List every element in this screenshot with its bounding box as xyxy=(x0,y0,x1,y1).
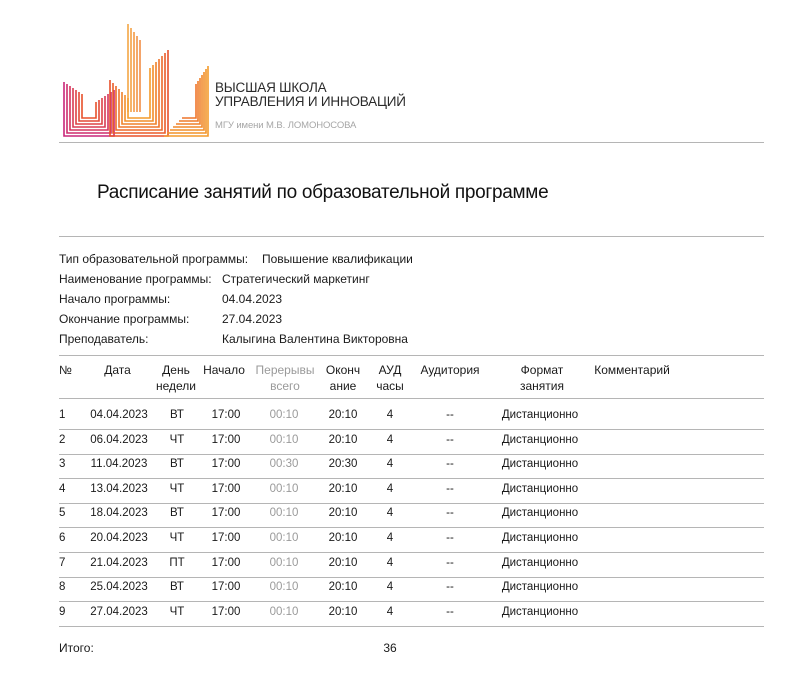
cell-breaks: 00:10 xyxy=(269,409,299,421)
cell-start: 17:00 xyxy=(211,556,241,569)
cell-breaks: 00:10 xyxy=(269,507,299,520)
cell-room: -- xyxy=(446,605,454,618)
cell-date: 21.04.2023 xyxy=(90,556,148,569)
cell-num: 3 xyxy=(59,458,66,471)
page-title: Расписание занятий по образовательной программе xyxy=(97,182,549,203)
row-divider xyxy=(59,454,764,455)
cell-num: 2 xyxy=(59,433,66,446)
cell-day: ВТ xyxy=(170,581,184,594)
cell-start: 17:00 xyxy=(211,507,241,520)
cell-num: 4 xyxy=(59,482,66,495)
info-value-start: 04.04.2023 xyxy=(222,292,283,306)
cell-day: ВТ xyxy=(170,409,184,421)
cell-format: Дистанционно xyxy=(501,556,579,569)
logo-line-2: УПРАВЛЕНИЯ И ИННОВАЦИЙ xyxy=(215,94,406,109)
cell-end: 20:10 xyxy=(328,433,358,446)
cell-breaks: 00:10 xyxy=(269,605,299,618)
cell-breaks: 00:10 xyxy=(269,556,299,569)
cell-format: Дистанционно xyxy=(501,605,579,618)
cell-room: -- xyxy=(446,433,454,446)
cell-end: 20:10 xyxy=(328,482,358,495)
header-breaks: Перерывы всего xyxy=(255,363,315,393)
cell-start: 17:00 xyxy=(211,458,241,471)
cell-date: 06.04.2023 xyxy=(90,433,148,446)
cell-end: 20:30 xyxy=(328,458,358,471)
cell-start: 17:00 xyxy=(211,605,241,618)
info-label-start: Начало программы: xyxy=(59,292,171,306)
cell-day: ЧТ xyxy=(169,605,185,618)
info-label-teacher: Преподаватель: xyxy=(59,332,149,346)
cell-room: -- xyxy=(446,581,454,594)
cell-format: Дистанционно xyxy=(501,507,579,520)
cell-num: 9 xyxy=(59,605,66,618)
logo-stripe xyxy=(182,84,196,118)
info-value-name: Стратегический маркетинг xyxy=(222,272,370,286)
cell-date: 25.04.2023 xyxy=(90,581,148,594)
info-value-teacher: Калыгина Валентина Викторовна xyxy=(222,332,408,346)
cell-hours: 4 xyxy=(386,458,394,471)
cell-end: 20:10 xyxy=(328,605,358,618)
cell-format: Дистанционно xyxy=(501,482,579,495)
cell-breaks: 00:10 xyxy=(269,482,299,495)
header-date: Дата xyxy=(104,363,131,377)
cell-day: ЧТ xyxy=(169,433,185,446)
cell-breaks: 00:10 xyxy=(269,532,299,544)
cell-day: ЧТ xyxy=(169,482,185,495)
cell-date: 04.04.2023 xyxy=(90,409,148,421)
total-value: 36 xyxy=(383,641,397,655)
cell-breaks: 00:10 xyxy=(269,581,299,594)
cell-format: Дистанционно xyxy=(501,409,579,421)
info-value-type: Повышение квалификации xyxy=(262,252,413,266)
header-num: № xyxy=(59,363,72,377)
cell-room: -- xyxy=(446,458,454,471)
row-divider xyxy=(59,503,764,504)
logo-line-1: ВЫСШАЯ ШКОЛА xyxy=(215,80,327,95)
header-comment: Комментарий xyxy=(594,363,670,377)
cell-hours: 4 xyxy=(386,409,394,421)
header-divider xyxy=(59,142,764,143)
logo-stripe xyxy=(116,56,162,130)
header-day: День недели xyxy=(155,363,197,393)
info-label-end: Окончание программы: xyxy=(59,312,190,326)
cell-start: 17:00 xyxy=(211,532,241,544)
cell-day: ВТ xyxy=(170,507,184,520)
cell-room: -- xyxy=(446,482,454,495)
header-hours: АУД часы xyxy=(376,363,404,393)
row-divider xyxy=(59,478,764,479)
logo-subline: МГУ имени М.В. ЛОМОНОСОВА xyxy=(215,120,357,131)
cell-start: 17:00 xyxy=(211,409,241,421)
cell-end: 20:10 xyxy=(328,532,358,544)
cell-hours: 4 xyxy=(386,556,394,569)
school-logo xyxy=(62,22,210,145)
cell-day: ВТ xyxy=(170,458,184,471)
cell-start: 17:00 xyxy=(211,581,241,594)
header-start: Начало xyxy=(203,363,245,377)
cell-hours: 4 xyxy=(386,433,394,446)
cell-end: 20:10 xyxy=(328,581,358,594)
row-divider xyxy=(59,527,764,528)
logo-stripe xyxy=(122,62,156,124)
cell-format: Дистанционно xyxy=(501,433,579,446)
cell-hours: 4 xyxy=(386,581,394,594)
row-divider xyxy=(59,577,764,578)
cell-end: 20:10 xyxy=(328,556,358,569)
cell-day: ПТ xyxy=(169,556,185,569)
row-divider xyxy=(59,601,764,602)
logo-stripe xyxy=(76,90,102,124)
cell-format: Дистанционно xyxy=(501,581,579,594)
cell-date: 27.04.2023 xyxy=(90,605,148,618)
row-divider xyxy=(59,429,764,430)
cell-num: 5 xyxy=(59,507,66,520)
table-top-divider xyxy=(59,355,764,356)
header-room: Аудитория xyxy=(420,363,480,377)
cell-date: 20.04.2023 xyxy=(90,532,148,544)
cell-room: -- xyxy=(446,556,454,569)
info-label-name: Наименование программы: xyxy=(59,272,212,286)
cell-hours: 4 xyxy=(386,605,394,618)
cell-room: -- xyxy=(446,507,454,520)
header-format: Формат занятия xyxy=(520,363,564,393)
cell-start: 17:00 xyxy=(211,482,241,495)
cell-hours: 4 xyxy=(386,482,394,495)
cell-breaks: 00:10 xyxy=(269,433,299,446)
cell-breaks: 00:30 xyxy=(269,458,299,471)
logo-emblem-icon xyxy=(62,22,210,140)
logo-stripe xyxy=(179,81,198,121)
cell-hours: 4 xyxy=(386,507,394,520)
cell-room: -- xyxy=(446,409,454,421)
logo-stripe xyxy=(64,82,114,136)
cell-room: -- xyxy=(446,532,454,544)
cell-day: ЧТ xyxy=(169,532,185,544)
cell-format: Дистанционно xyxy=(501,458,579,471)
row-divider xyxy=(59,626,764,627)
cell-hours: 4 xyxy=(386,532,394,544)
cell-end: 20:10 xyxy=(328,507,358,520)
cell-date: 13.04.2023 xyxy=(90,482,148,495)
logo-text xyxy=(215,81,406,131)
table-header-divider xyxy=(59,398,764,399)
logo-stripe xyxy=(82,94,96,118)
cell-end: 20:10 xyxy=(328,409,358,421)
info-label-type: Тип образовательной программы: xyxy=(59,252,249,266)
info-value-end: 27.04.2023 xyxy=(222,312,283,326)
cell-num: 1 xyxy=(59,409,66,421)
cell-num: 6 xyxy=(59,532,66,544)
logo-stripe xyxy=(125,65,153,121)
row-divider xyxy=(59,552,764,553)
cell-num: 7 xyxy=(59,556,66,569)
cell-start: 17:00 xyxy=(211,433,241,446)
info-divider xyxy=(59,236,764,237)
header-end: Оконч ание xyxy=(325,363,361,393)
cell-num: 8 xyxy=(59,581,66,594)
cell-date: 11.04.2023 xyxy=(90,458,148,471)
cell-date: 18.04.2023 xyxy=(90,507,148,520)
cell-format: Дистанционно xyxy=(501,532,579,544)
total-label: Итого: xyxy=(59,641,94,655)
